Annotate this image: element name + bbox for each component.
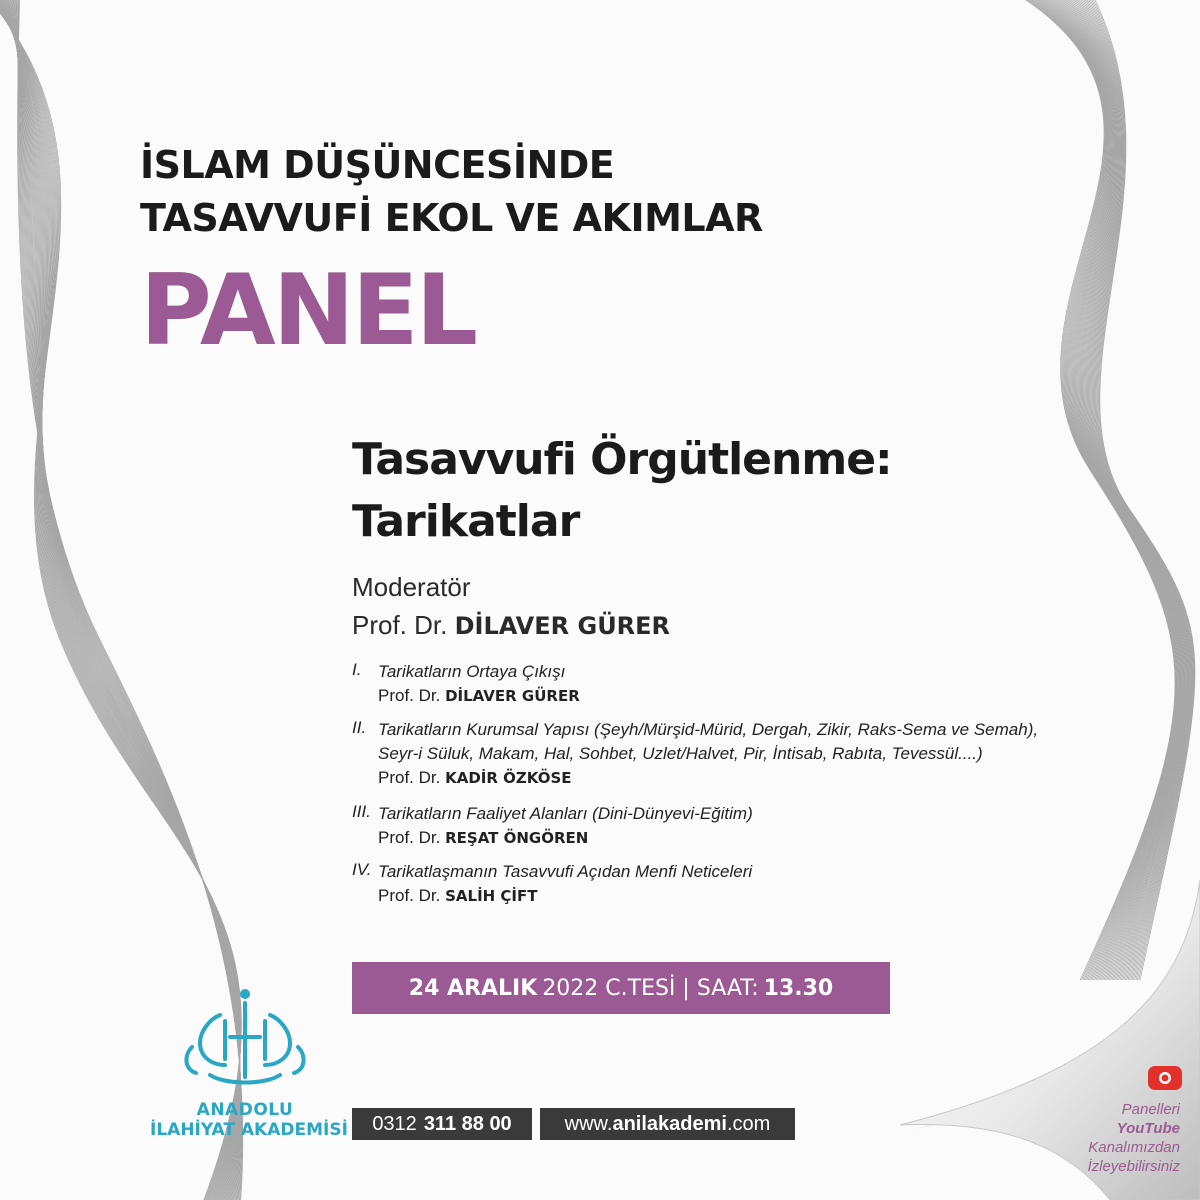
wave-line <box>1083 0 1193 980</box>
wave-line <box>1074 0 1191 980</box>
wave-line <box>1072 0 1190 980</box>
event-date: 24 ARALIK <box>408 975 538 1001</box>
moderator-title: Prof. Dr. <box>352 610 448 640</box>
session-title-cont: Seyr-i Süluk, Makam, Hal, Sohbet, Uzlet/Halvet, Pir, İntisab, Rabıta, Tevessül....) <box>378 744 983 763</box>
wave-line <box>1076 0 1192 980</box>
youtube-info <box>1040 1100 1180 1176</box>
panel-title: PANEL <box>140 254 476 368</box>
speaker-title: Prof. Dr. <box>378 768 441 787</box>
session-item <box>352 802 753 850</box>
session-number: I. <box>352 660 362 679</box>
session-number: III. <box>352 802 371 821</box>
session-number: II. <box>352 718 367 737</box>
phone-prefix: 0312 <box>372 1112 417 1135</box>
phone-box[interactable] <box>352 1108 532 1140</box>
session-speaker <box>378 684 580 708</box>
event-date-bar <box>352 962 890 1014</box>
session-speaker <box>378 884 752 908</box>
topic-line-1: Tasavvufi Örgütlenme: <box>352 434 892 485</box>
youtube-text-line-3: Kanalımızdan <box>1088 1139 1180 1156</box>
session-item <box>352 718 1038 790</box>
wave-line <box>1085 0 1194 980</box>
moderator-name: DİLAVER GÜRER <box>454 612 671 640</box>
wave-line <box>1079 0 1192 980</box>
session-title: Tarikatların Kurumsal Yapısı (Şeyh/Mürşid-Mürid, Dergah, Zikir, Raks-Sema ve Semah), <box>378 720 1039 739</box>
youtube-text-line-1: Panelleri <box>1121 1101 1180 1118</box>
organization-name-line-1: ANADOLU <box>196 1100 294 1120</box>
youtube-text-line-2: YouTube <box>1116 1120 1180 1137</box>
heading-line-2: TASAVVUFİ EKOL VE AKIMLAR <box>140 196 763 240</box>
organization-name-line-2: İLAHİYAT AKADEMİSİ <box>150 1120 348 1140</box>
website-suffix: .com <box>726 1112 771 1135</box>
wave-line <box>1081 0 1193 980</box>
topic-line-2: Tarikatlar <box>352 496 580 547</box>
event-date-detail: 2022 C.TESİ | SAAT: <box>542 975 759 1001</box>
session-title: Tarikatlaşmanın Tasavvufi Açıdan Menfi Neticeleri <box>378 862 753 881</box>
academy-logo-icon <box>170 985 320 1090</box>
speaker-name: REŞAT ÖNGÖREN <box>445 829 589 847</box>
event-time: 13.30 <box>763 975 834 1001</box>
phone-number: 311 88 00 <box>423 1112 512 1135</box>
speaker-title: Prof. Dr. <box>378 886 441 905</box>
session-title: Tarikatların Faaliyet Alanları (Dini-Dünyevi-Eğitim) <box>378 804 753 823</box>
session-number: IV. <box>352 860 372 879</box>
speaker-title: Prof. Dr. <box>378 686 441 705</box>
website-domain: anilakademi <box>612 1112 727 1135</box>
session-speaker <box>378 766 1038 790</box>
session-item <box>352 660 580 708</box>
heading-line-1: İSLAM DÜŞÜNCESİNDE <box>140 143 615 187</box>
moderator-line <box>352 610 670 641</box>
website-prefix: www. <box>564 1112 613 1135</box>
youtube-text-line-4: İzleyebilirsiniz <box>1087 1158 1180 1175</box>
session-item <box>352 860 752 908</box>
youtube-icon[interactable] <box>1148 1066 1182 1090</box>
session-speaker <box>378 826 753 850</box>
website-link[interactable] <box>540 1108 795 1140</box>
speaker-name: SALİH ÇİFT <box>445 887 538 905</box>
moderator-label: Moderatör <box>352 572 471 602</box>
speaker-title: Prof. Dr. <box>378 828 441 847</box>
wave-line <box>1078 0 1192 980</box>
speaker-name: DİLAVER GÜRER <box>445 687 580 705</box>
session-title: Tarikatların Ortaya Çıkışı <box>378 662 566 681</box>
speaker-name: KADİR ÖZKÖSE <box>445 769 572 787</box>
